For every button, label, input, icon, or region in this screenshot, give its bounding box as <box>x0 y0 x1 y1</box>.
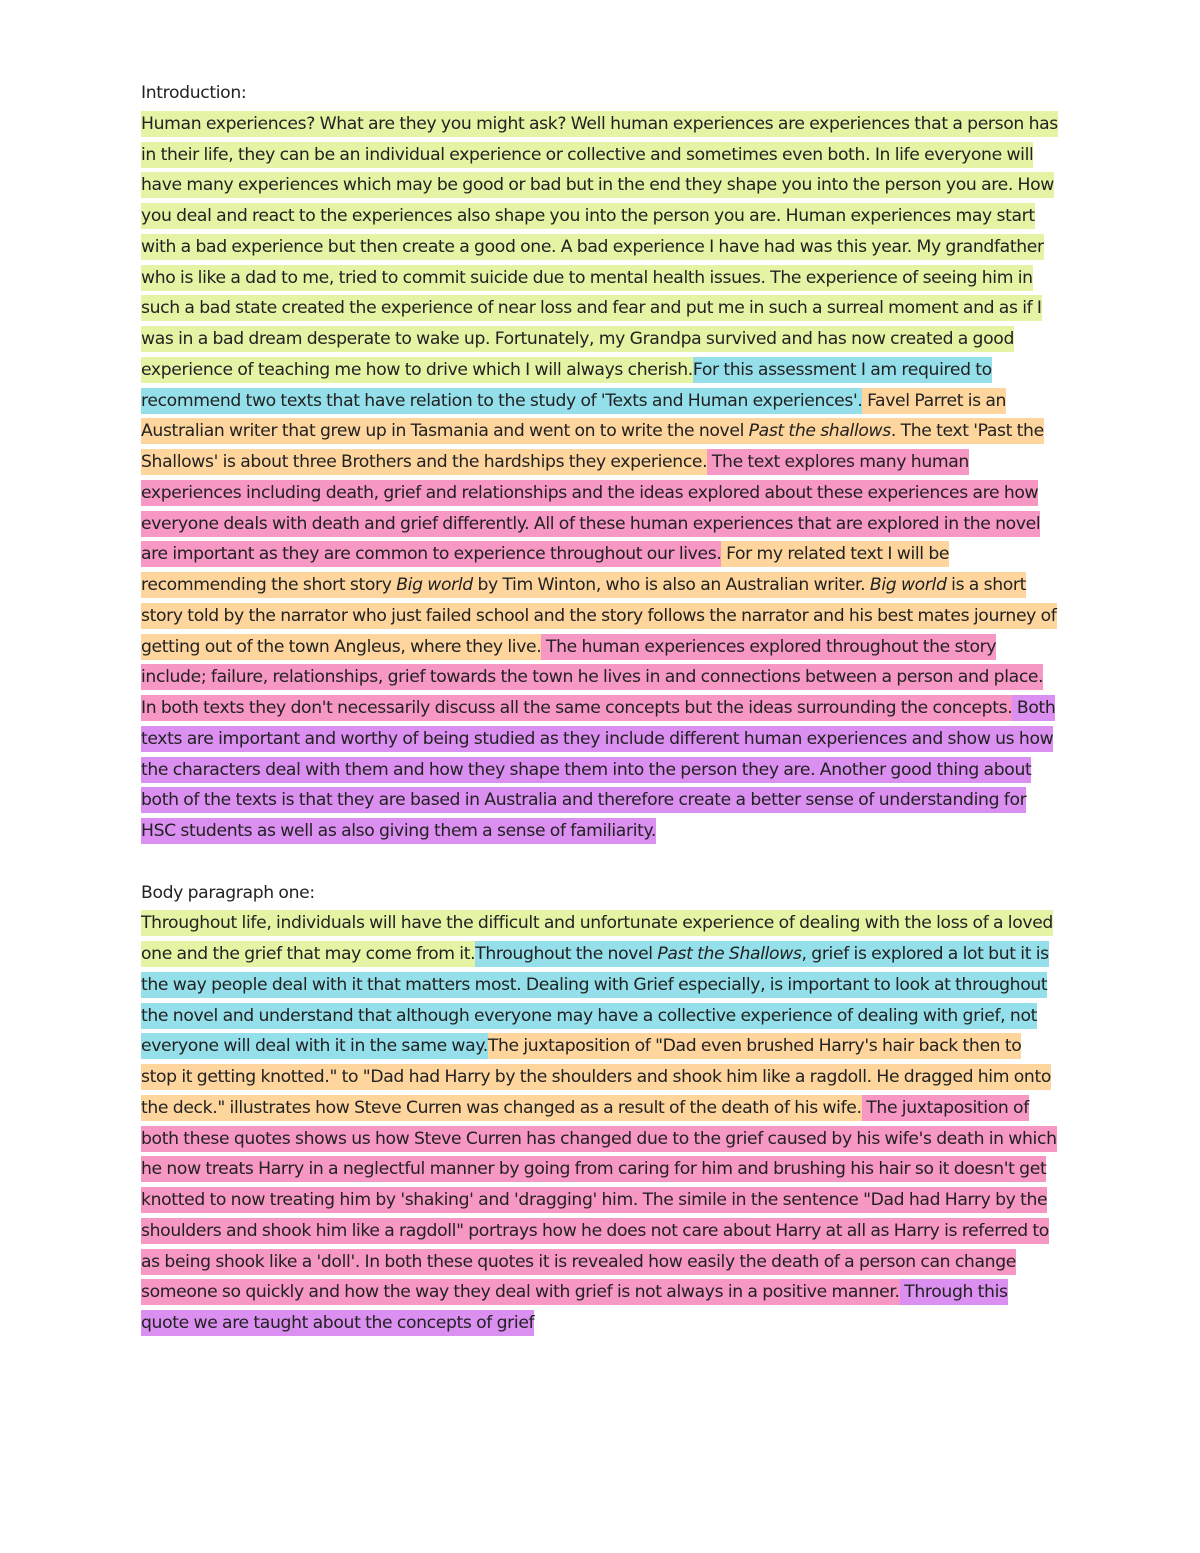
paragraph-spacer <box>141 847 1059 878</box>
introduction-paragraph <box>141 109 1059 847</box>
book-title-italic: Past the Shallows <box>657 944 802 964</box>
story-title-italic: Big world <box>869 575 947 595</box>
highlight-pink: The juxtaposition of both these quotes shows us how Steve Curren has changed due to the grief caused by his wife's death in which he now treats Harry in a neglectful manner by going from caring for him and brushing his hair so it doesn't get knotted to now treating him by 'shaking' and 'dragging' him. The simile in the sentence "Dad had Harry by the shoulders and shook him like a ragdoll" portrays how he does not care about Harry at all as Harry is referred to as being shook like a 'doll'. In both these quotes it is revealed how easily the death of a person can change someone so quickly and how the way they deal with grief is not always in a positive manner. <box>141 1095 1057 1306</box>
document-page <box>141 78 1059 1339</box>
text-run: by Tim Winton, who is also an Australian writer. <box>472 575 870 595</box>
highlight-purple: Both texts are important and worthy of being studied as they include different human experiences and show us how the characters deal with them and how they shape them into the person they are. Another good thing about both of the texts is that they are based in Australia and therefore create a better sense of understanding for HSC students as well as also giving them a sense of familiarity. <box>141 695 1055 844</box>
text-run: For my related text I will be recommending the short story <box>141 544 950 595</box>
section-heading-introduction: Introduction: <box>141 83 247 103</box>
highlight-cyan: For this assessment I am required to recommend two texts that have relation to the study of 'Texts and Human experiences'. <box>141 357 992 414</box>
story-title-italic: Big world <box>396 575 473 595</box>
highlight-orange: The juxtaposition of "Dad even brushed Harry's hair back then to stop it getting knotted." to "Dad had Harry by the shoulders and shook him like a ragdoll. He dragged him onto the deck." illustrates how Steve Curren was changed as a result of the death of his wife. <box>141 1033 1051 1121</box>
highlight-lime: Throughout life, individuals will have the difficult and unfortunate experience of dealing with the loss of a loved one and the grief that may come from it. <box>141 910 1053 967</box>
text-run: is a short story told by the narrator who just failed school and the story follows the narrator and his best mates journey of getting out of the town Angleus, where they live. <box>141 575 1057 657</box>
book-title-italic: Past the shallows <box>748 421 891 442</box>
section-heading-body-one: Body paragraph one: <box>141 882 315 903</box>
text-run: , grief is explored a lot but it is the way people deal with it that matters most. Dealing with Grief especially, is important to look at throughout the novel and understand that although everyone may have a collective experience of dealing with grief, not everyone will deal with it in the same way. <box>141 944 1049 1057</box>
body-paragraph-one <box>141 908 1059 1339</box>
highlight-pink: The human experiences explored throughout the story include; failure, relationships, grief towards the town he lives in and connections between a person and place. In both texts they don't necessarily discuss all the same concepts but the ideas surrounding the concepts. <box>141 634 1043 722</box>
text-run: . The text 'Past the Shallows' is about three Brothers and the hardships they experience. <box>141 421 1044 472</box>
highlight-lime: Human experiences? What are they you might ask? Well human experiences are experiences that a person has in their life, they can be an individual experience or collective and sometimes even both. In life everyone will have many experiences which may be good or bad but in the end they shape you into the person you are. How you deal and react to the experiences also shape you into the person you are. Human experiences may start with a bad experience but then create a good one. A bad experience I have had was this year. My grandfather who is like a dad to me, tried to commit suicide due to mental health issues. The experience of seeing him in such a bad state created the experience of near loss and fear and put me in such a surreal moment and as if I was in a bad dream desperate to wake up. Fortunately, my Grandpa survived and has now created a good experience of teaching me how to drive which I will always cherish. <box>141 111 1058 383</box>
text-run: Throughout the novel <box>475 944 658 964</box>
text-run: Favel Parret is an Australian writer that grew up in Tasmania and went on to write the novel <box>141 390 1007 442</box>
highlight-purple: Through this quote we are taught about the concepts of grief <box>141 1279 1008 1336</box>
highlight-pink: The text explores many human experiences including death, grief and relationships and the ideas explored about these experiences are how everyone deals with death and grief differently. All of these human experiences that are explored in the novel are important as they are common to experience throughout our lives. <box>141 449 1040 567</box>
